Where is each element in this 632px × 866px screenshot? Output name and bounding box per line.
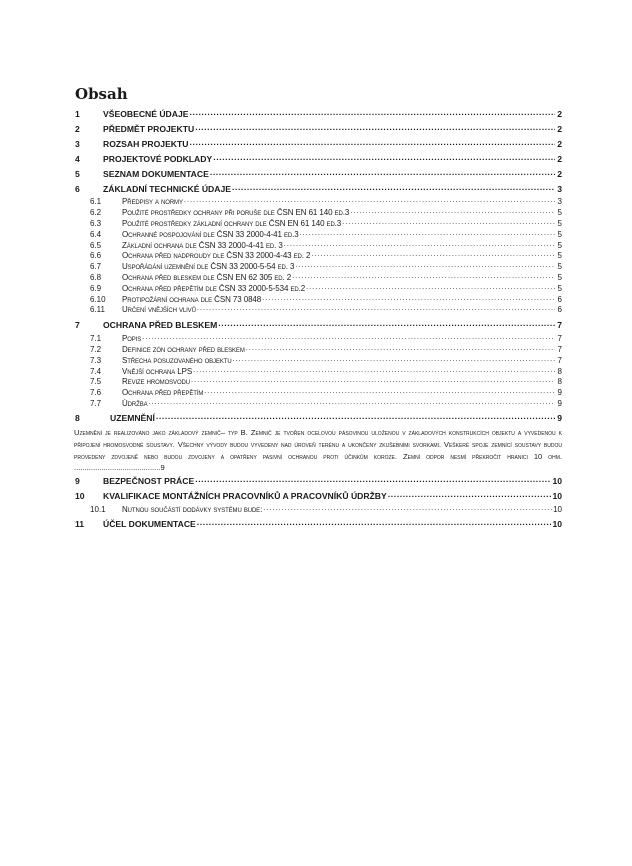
dot-leader: [189, 138, 555, 147]
toc-subentry[interactable]: [74, 388, 562, 399]
toc-entry-number: 7.4: [90, 366, 102, 376]
toc-entry-label: VŠEOBECNÉ ÚDAJE: [103, 108, 189, 119]
dot-leader: [197, 305, 555, 312]
toc-subentry[interactable]: [74, 251, 562, 262]
toc-entry-number: 7.3: [90, 355, 102, 365]
dot-leader: [262, 294, 555, 301]
toc-entry[interactable]: [74, 412, 562, 426]
dot-leader: [218, 320, 555, 329]
toc-entry-page: 10: [552, 491, 562, 502]
toc-entry[interactable]: [74, 519, 562, 534]
toc-subentry[interactable]: [74, 283, 562, 294]
toc-entry-label: KVALIFIKACE MONTÁŽNÍCH PRACOVNÍKŮ A PRACOVNÍKŮ ÚDRŽBY: [103, 491, 387, 502]
dot-leader: [184, 197, 555, 204]
dot-leader: [295, 262, 555, 269]
toc-entry-label: Uspořádání uzemnění dle ČSN 33 2000-5-54 ed. 3: [122, 262, 295, 272]
toc-entry-page: 2: [557, 138, 562, 149]
toc-entry[interactable]: [74, 491, 562, 505]
dot-leader: [233, 355, 555, 362]
toc-entry-number: 6.1: [90, 197, 102, 207]
toc-subentry[interactable]: [74, 219, 562, 230]
toc-entry-label: Ochranné pospojování dle ČSN 33 2000-4-41 ed.3: [122, 229, 299, 239]
toc-entry-number: 6.2: [90, 208, 102, 218]
dot-leader: [284, 240, 555, 247]
dot-leader: [311, 251, 555, 258]
dot-leader: [342, 219, 555, 226]
toc-entry-label: PROJEKTOVÉ PODKLADY: [103, 153, 213, 164]
toc-entry-page: 5: [557, 251, 562, 261]
toc-entry-label: ÚČEL DOKUMENTACE: [103, 519, 196, 530]
toc-entry-number: 9: [75, 476, 80, 487]
dot-leader: [232, 183, 555, 192]
dot-leader: [210, 168, 555, 177]
toc-subentry[interactable]: [74, 355, 562, 366]
dot-leader: [204, 388, 555, 395]
toc-entry-number: 6: [75, 183, 80, 194]
toc-entry-number: 6.5: [90, 240, 102, 250]
toc-subentry[interactable]: [74, 334, 562, 345]
toc-subentry[interactable]: [74, 197, 562, 208]
toc-entry-page: 2: [557, 153, 562, 164]
toc-entry-label: Ochrana před nadproudy dle ČSN 33 2000-4-43 ed. 2: [122, 251, 311, 261]
toc-entry-label: ZÁKLADNÍ TECHNICKÉ ÚDAJE: [103, 183, 231, 194]
toc-subentry[interactable]: [74, 208, 562, 219]
dot-leader: [191, 377, 555, 384]
dot-leader: [350, 208, 555, 215]
toc-entry-label: Nutnou součástí dodávky systému bude:: [122, 505, 263, 515]
toc-entry-number: 3: [75, 138, 80, 149]
toc-entry-label: Střecha posuzovaného objektu: [122, 355, 232, 365]
toc-subentry[interactable]: [74, 399, 562, 410]
toc-entry-page: 9: [557, 388, 562, 398]
dot-leader: [213, 153, 555, 162]
dot-leader: [195, 123, 555, 132]
toc-entry-page: 7: [557, 334, 562, 344]
dot-leader: [142, 334, 555, 341]
toc-subentry[interactable]: [74, 273, 562, 284]
toc-entry[interactable]: [74, 168, 562, 183]
toc-entry-number: 7.6: [90, 388, 102, 398]
toc-subentry[interactable]: [74, 505, 562, 516]
toc-entry[interactable]: [74, 320, 562, 334]
toc-entry-label: Vnější ochrana LPS: [122, 366, 193, 376]
toc-entry-number: 1: [75, 108, 80, 119]
toc-entry-number: 6.4: [90, 229, 102, 239]
toc-entry-label: Revize hromosvodu: [122, 377, 190, 387]
table-of-contents: [74, 108, 562, 534]
toc-entry-number: 6.9: [90, 283, 102, 293]
toc-entry-label: Ochrana před bleskem dle ČSN EN 62 305 ed. 2: [122, 272, 292, 282]
toc-entry-label: Použité prostředky ochrany při poruše dle ČSN EN 61 140 ed.3: [122, 208, 350, 218]
toc-entry-label: Údržba: [122, 398, 148, 408]
toc-entry-label: Protipožární ochrana dle ČSN 73 0848: [122, 294, 262, 304]
toc-entry-page: 2: [557, 108, 562, 119]
toc-entry-page: 10: [553, 505, 562, 515]
toc-entry-page: 8: [557, 366, 562, 376]
dot-leader: [197, 519, 552, 528]
toc-entry-label: UZEMNĚNÍ: [110, 412, 155, 423]
toc-subentry[interactable]: [74, 240, 562, 251]
dot-leader: [300, 229, 555, 236]
toc-entry-page: 5: [557, 218, 562, 228]
toc-entry-label: ROZSAH PROJEKTU: [103, 138, 189, 149]
toc-entry-page: 7: [557, 355, 562, 365]
toc-entry-label: Použité prostředky základní ochrany dle ČSN EN 61 140 ed.3: [122, 218, 342, 228]
toc-entry-label: OCHRANA PŘED BLESKEM: [103, 320, 218, 331]
toc-entry[interactable]: [74, 138, 562, 153]
dot-leader: [189, 108, 555, 117]
toc-entry-label: Předpisy a normy: [122, 197, 183, 207]
dot-leader: [263, 505, 552, 512]
toc-entry-label: PŘEDMĚT PROJEKTU: [103, 123, 195, 134]
dot-leader: [306, 283, 555, 290]
toc-entry-page: 6: [557, 305, 562, 315]
toc-subentry[interactable]: [74, 262, 562, 273]
toc-entry-number: 11: [75, 519, 85, 530]
dot-leader: [156, 412, 555, 421]
toc-subentry[interactable]: [74, 229, 562, 240]
toc-entry-page: 10: [552, 476, 562, 487]
toc-entry-number: 10: [75, 491, 85, 502]
toc-entry-page: 5: [557, 262, 562, 272]
toc-entry[interactable]: [74, 108, 562, 123]
toc-entry-number: 5: [75, 168, 80, 179]
toc-entry[interactable]: [74, 153, 562, 168]
toc-entry-page: 8: [557, 377, 562, 387]
toc-entry-label: Ochrana před přepětím dle ČSN 33 2000-5-534 ed.2: [122, 283, 306, 293]
toc-entry-page: 7: [557, 320, 562, 331]
toc-entry-number: 2: [75, 123, 80, 134]
uzemneni-paragraph-text: Uzemnění je realizováno jako základový zemnič– typ B. Zemnič je tvořen ocelovou pásovinou uloženou v základových konstrukcích objektu a vyvedenou k připojení hromosvodné soustavy. Všechny vývody budou vyvedeny nad úroveň terénu a ukončeny zkušebními svorkami. Veškeré spoje zemnící soustavy budou provedeny zdvojeně nebo budou zdvojeny a opatřeny pasivní ochranou proti účinkům koroze. Zemní odpor nesmí překročit hranici 10 ohm.: [74, 428, 562, 461]
toc-entry-number: 10.1: [90, 505, 106, 515]
dot-leader: [292, 273, 555, 280]
toc-title: Obsah: [75, 85, 128, 103]
toc-entry-label: Základní ochrana dle ČSN 33 2000-4-41 ed. 3: [122, 240, 283, 250]
toc-entry-number: 4: [75, 153, 80, 164]
toc-entry-page: 7: [557, 344, 562, 354]
toc-entry-number: 7.5: [90, 377, 102, 387]
dot-leader: [195, 476, 551, 485]
toc-entry-number: 7.7: [90, 398, 102, 408]
dot-leader: [193, 366, 555, 373]
dot-leader: .........................................: [74, 463, 161, 473]
dot-leader: [388, 491, 552, 500]
toc-entry-page: 9: [557, 412, 562, 423]
toc-entry-label: Definice zón ochrany před bleskem: [122, 344, 245, 354]
toc-subentry[interactable]: [74, 294, 562, 305]
toc-entry-number: 6.10: [90, 294, 106, 304]
toc-entry-number: 6.8: [90, 272, 102, 282]
toc-entry-number: 8: [75, 412, 80, 423]
toc-subentry[interactable]: [74, 366, 562, 377]
toc-entry-number: 6.11: [90, 305, 105, 315]
toc-entry-label: Popis: [122, 334, 142, 344]
toc-entry-page: 3: [557, 183, 562, 194]
toc-entry-page: 2: [557, 168, 562, 179]
toc-entry-label: Určení vnějších vlivů: [122, 305, 196, 315]
toc-entry-page: 9: [160, 463, 165, 473]
toc-entry-number: 7: [75, 320, 80, 331]
toc-entry-page: 9: [557, 398, 562, 408]
toc-entry[interactable]: [74, 183, 562, 197]
toc-subentry[interactable]: [74, 377, 562, 388]
toc-entry-label: BEZPEČNOST PRÁCE: [103, 476, 195, 487]
uzemneni-paragraph-entry[interactable]: [74, 427, 562, 473]
toc-entry-page: 3: [557, 197, 562, 207]
toc-entry-number: 6.6: [90, 251, 102, 261]
toc-entry[interactable]: [74, 476, 562, 491]
toc-entry[interactable]: [74, 123, 562, 138]
dot-leader: [149, 399, 555, 406]
toc-entry-page: 2: [557, 123, 562, 134]
toc-entry-number: 6.7: [90, 262, 102, 272]
toc-entry-page: 5: [557, 229, 562, 239]
toc-entry-label: Ochrana před přepětím: [122, 388, 204, 398]
toc-entry-page: 5: [557, 272, 562, 282]
toc-entry-number: 7.1: [90, 334, 102, 344]
toc-entry-number: 7.2: [90, 344, 102, 354]
toc-entry-page: 6: [557, 294, 562, 304]
toc-entry-page: 10: [552, 519, 562, 530]
toc-entry-page: 5: [557, 208, 562, 218]
dot-leader: [246, 345, 555, 352]
toc-entry-page: 5: [557, 283, 562, 293]
toc-subentry[interactable]: [74, 305, 562, 316]
toc-entry-number: 6.3: [90, 218, 102, 228]
toc-entry-page: 5: [557, 240, 562, 250]
toc-subentry[interactable]: [74, 345, 562, 356]
toc-entry-label: SEZNAM DOKUMENTACE: [103, 168, 209, 179]
